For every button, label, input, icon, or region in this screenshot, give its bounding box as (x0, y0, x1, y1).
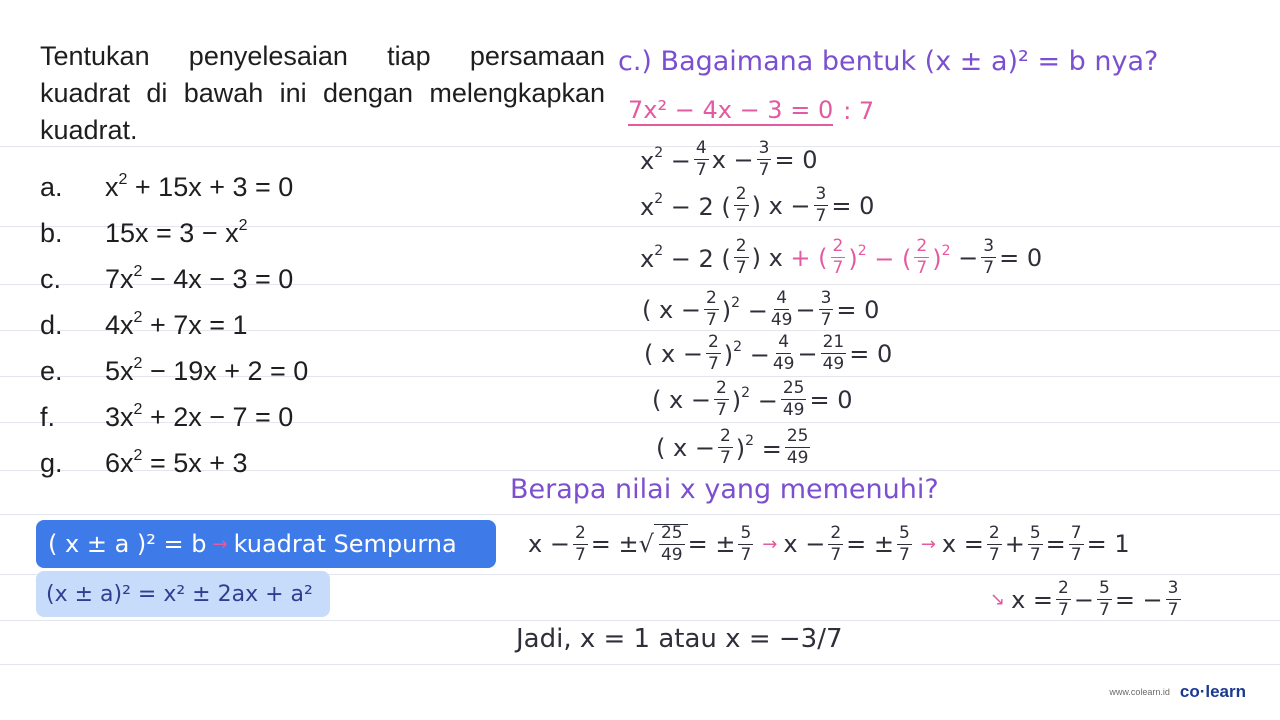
footer-url: www.colearn.id (1109, 687, 1170, 697)
step-factor: $x^2 - 2$ ( $\frac{2}{7}$ ) x − $\frac{3}{7}$ = 0 (640, 184, 875, 226)
list-item: c. $7x^2 - 4x - 3 = 0$ (40, 263, 294, 294)
list-item: g. $6x^2 = 5x + 3$ (40, 447, 248, 478)
step-square-form: ( x − $\frac{2}{7}$ )$^2$ − $\frac{4}{49}$ − $\frac{3}{7}$ = 0 (642, 288, 880, 330)
arrow-icon: ↘ (990, 589, 1006, 610)
footer-logo (1109, 682, 1246, 702)
step-combine: ( x − $\frac{2}{7}$ )$^2$ − $\frac{25}{49}$ = 0 (652, 378, 853, 420)
question-roots: Berapa nilai x yang memenuhi? (510, 474, 939, 505)
perfect-square-box: ( x ± a )² = b → kuadrat Sempurna (36, 520, 496, 568)
arrow-icon: → (920, 533, 936, 555)
given-equation: 7x² − 4x − 3 = 0 : 7 (628, 96, 875, 125)
arrow-icon: → (762, 533, 778, 555)
work-heading: c.) Bagaimana bentuk (x ± a)² = b nya? (618, 46, 1159, 77)
list-item: d. $4x^2 + 7x = 1$ (40, 309, 248, 340)
question-prompt: Tentukan penyelesaian tiap persamaan kuadrat di bawah ini dengan melengkapkan kuadrat. (40, 41, 605, 145)
brand-logo: co·learn (1179, 682, 1246, 701)
step-complete-square: $x^2 - 2$ ( $\frac{2}{7}$ ) x + ( $\frac{2}{7}$ )$^2$ − ( $\frac{2}{7}$ )$^2$ − $\frac{3}{7}$ = 0 (640, 236, 1043, 278)
step-divide: $x^2$ − $\frac{4}{7}$ x − $\frac{3}{7}$ = 0 (640, 138, 818, 180)
step-result-square: ( x − $\frac{2}{7}$ )$^2$ = $\frac{25}{49}$ (656, 426, 809, 468)
question-list (40, 164, 308, 486)
list-item: f. $3x^2 + 2x - 7 = 0$ (40, 401, 294, 432)
list-item: b. $15x = 3 - x^2$ (40, 217, 248, 248)
conclusion: Jadi, x = 1 atau x = −3/7 (516, 624, 843, 654)
list-item: a. $x^2 + 15x + 3 = 0$ (40, 171, 294, 202)
step-common-denominator: ( x − $\frac{2}{7}$ )$^2$ − $\frac{4}{49}$ − $\frac{21}{49}$ = 0 (644, 332, 893, 374)
list-item: e. $5x^2 - 19x + 2 = 0$ (40, 355, 309, 386)
step-second-root: ↘ x = $\frac{2}{7}$ − $\frac{5}{7}$ = − $\frac{3}{7}$ (990, 578, 1179, 620)
arrow-icon: → (212, 533, 228, 555)
square-expansion-box: (x ± a)² = x² ± 2ax + a² (36, 571, 330, 617)
step-square-root: x − $\frac{2}{7}$ = ± √ $\frac{25}{49}$ = ± $\frac{5}{7}$ → x − $\frac{2}{7}$ = ± $\frac{5}{7}$ → x = $\frac{2}{7}$ + $\frac{5}{7}$ = $\frac{7}{7}$ = 1 (528, 522, 1130, 565)
